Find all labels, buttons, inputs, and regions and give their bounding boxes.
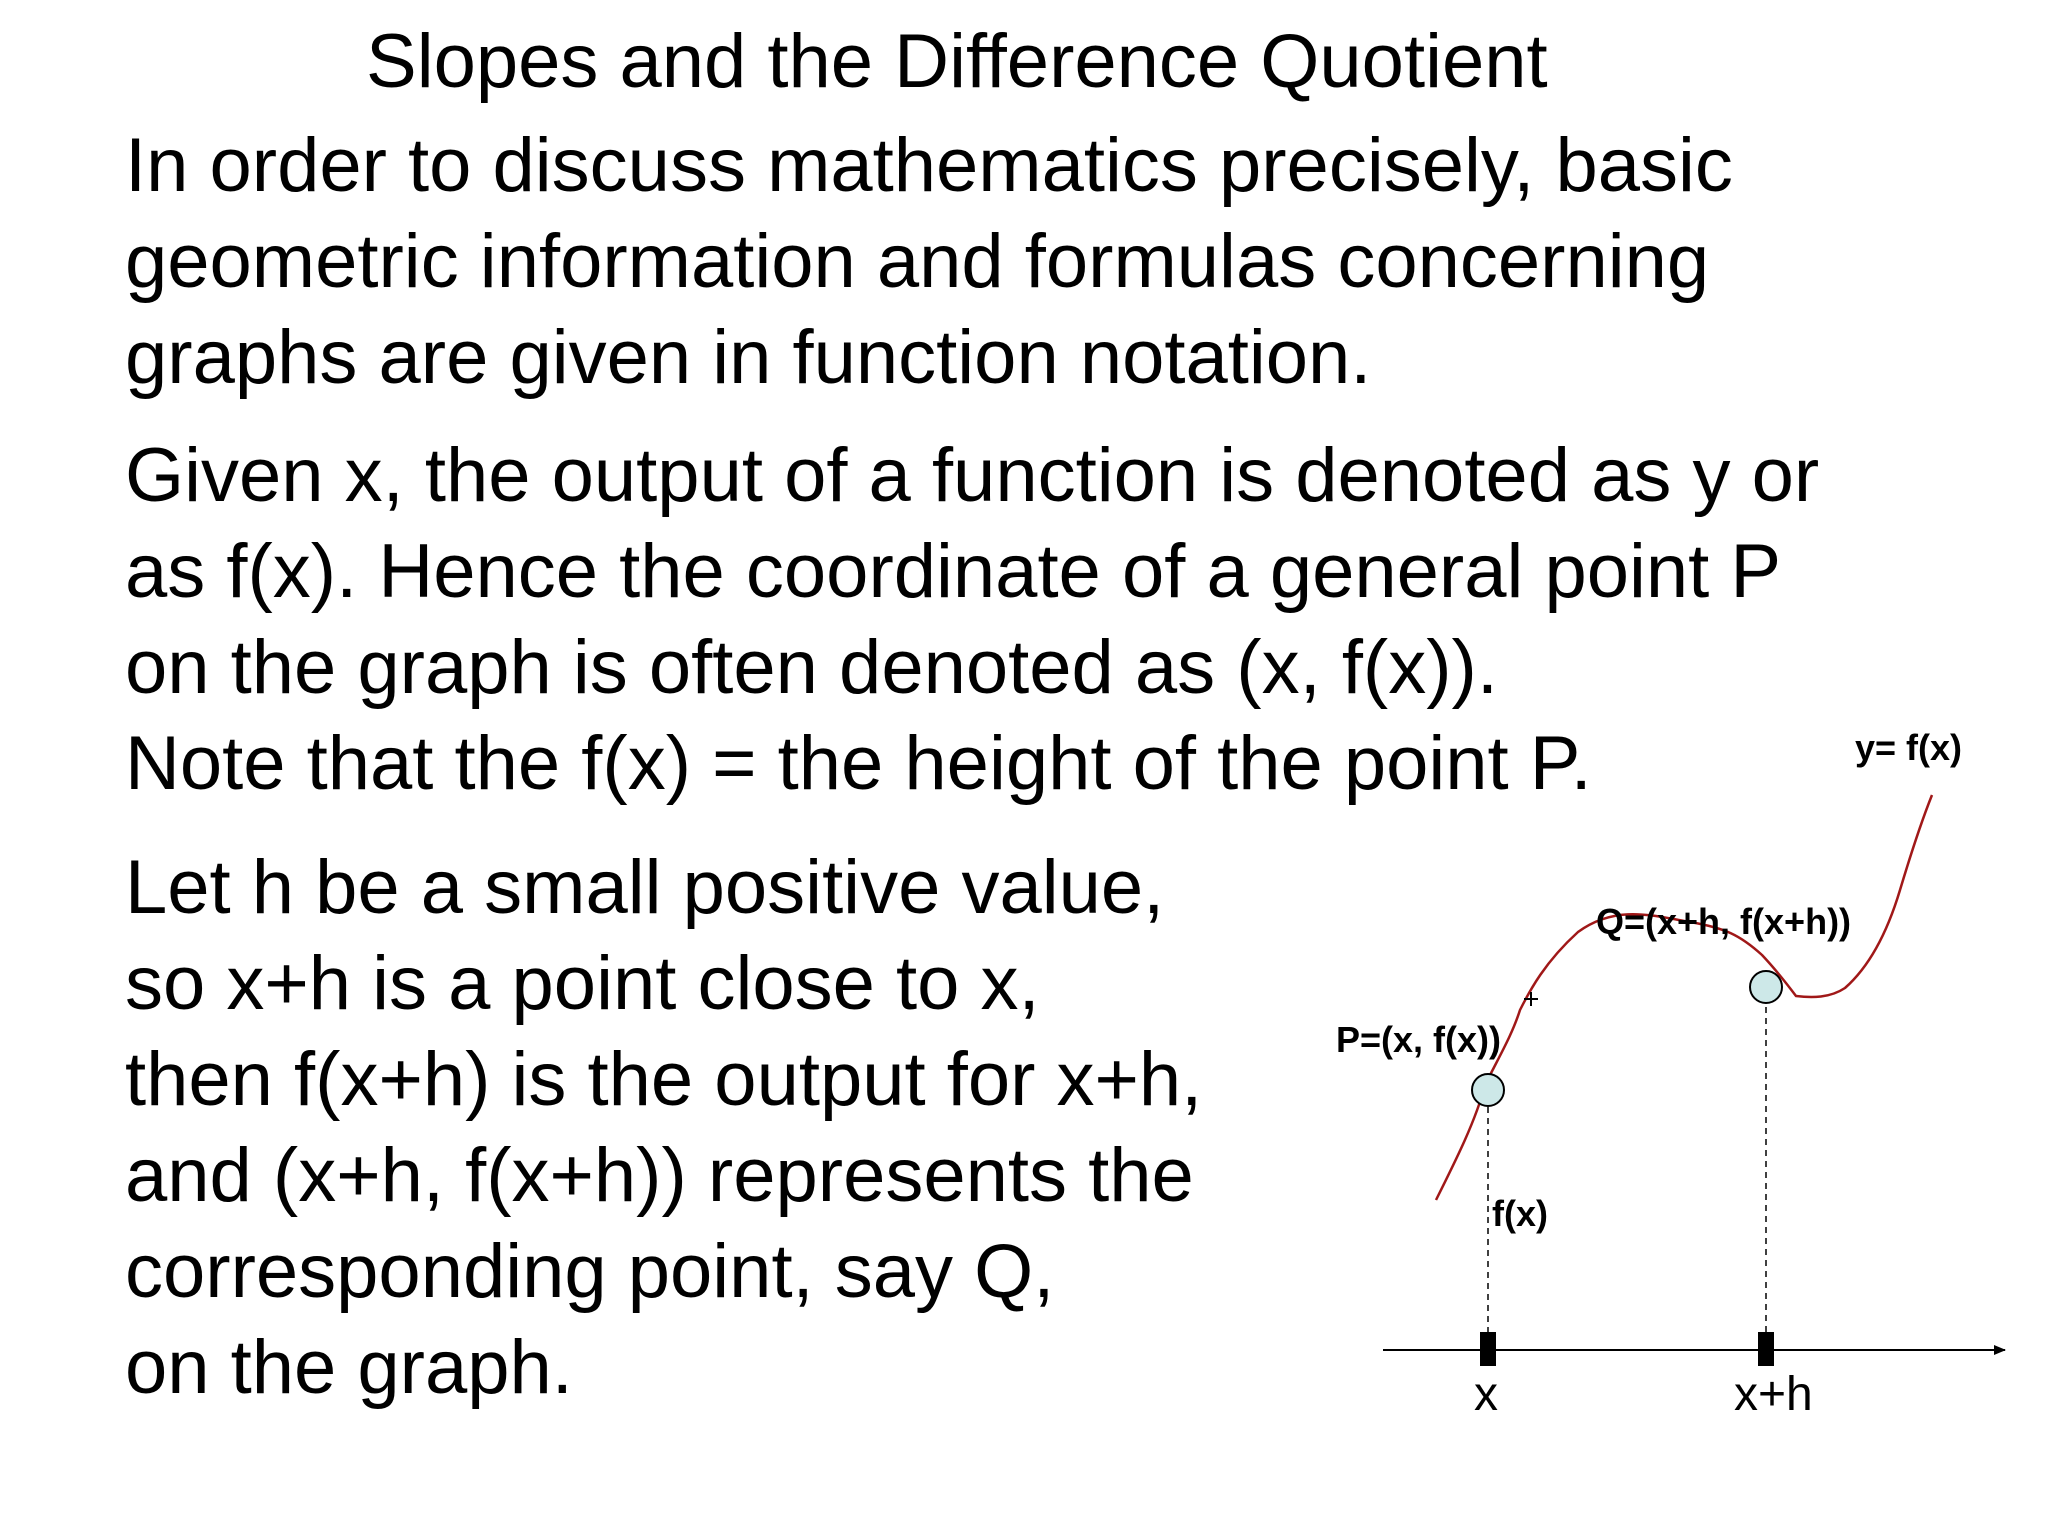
text-line: Given x, the output of a function is denoted as y or: [125, 433, 1820, 518]
text-line: corresponding point, say Q,: [125, 1229, 1055, 1314]
text-line: geometric information and formulas concerning: [125, 219, 1710, 304]
text-line: and (x+h, f(x+h)) represents the: [125, 1133, 1194, 1218]
point-q-label: Q=(x+h, f(x+h)): [1596, 901, 1852, 942]
x-tick-label: x: [1474, 1368, 1498, 1421]
text-line: then f(x+h) is the output for x+h,: [125, 1037, 1203, 1122]
height-label: f(x): [1492, 1193, 1548, 1234]
curve-plus-mark: [1524, 992, 1538, 1006]
point-q: [1750, 971, 1782, 1003]
text-line: Let h be a small positive value,: [125, 845, 1165, 930]
text-line: so x+h is a point close to x,: [125, 941, 1040, 1026]
text-line: as f(x). Hence the coordinate of a general point P: [125, 529, 1782, 614]
slide-title: Slopes and the Difference Quotient: [366, 19, 1548, 104]
xh-tick-mark: [1758, 1332, 1774, 1366]
point-p-label: P=(x, f(x)): [1336, 1019, 1502, 1060]
text-line: on the graph.: [125, 1325, 573, 1410]
function-curve: [1436, 795, 1932, 1200]
curve-label: y= f(x): [1855, 727, 1963, 768]
x-tick-mark: [1480, 1332, 1496, 1366]
text-line: In order to discuss mathematics precisely, basic: [125, 123, 1733, 208]
text-line: graphs are given in function notation.: [125, 315, 1372, 400]
point-p: [1472, 1074, 1504, 1106]
xh-tick-label: x+h: [1734, 1368, 1813, 1421]
text-line: Note that the f(x) = the height of the point P.: [125, 721, 1592, 806]
text-line: on the graph is often denoted as (x, f(x)).: [125, 625, 1498, 710]
